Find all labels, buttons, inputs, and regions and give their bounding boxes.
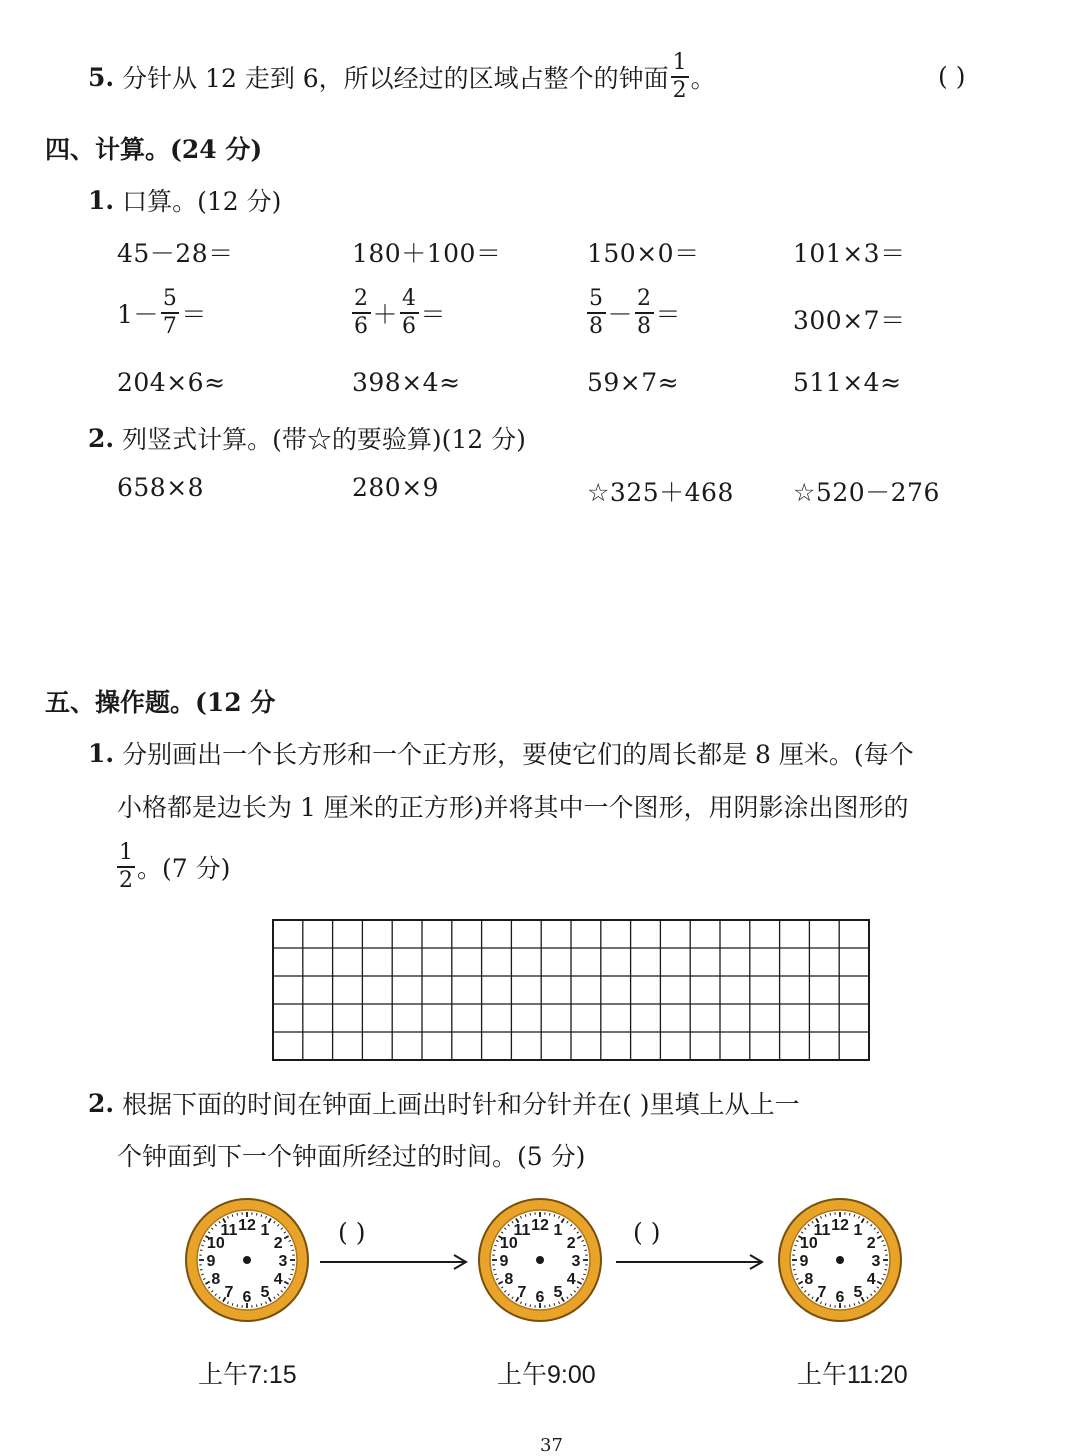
oral-calc-item: 101×3＝	[793, 234, 906, 270]
part-5-1-line1	[88, 735, 914, 771]
vertical-calc-item: ☆325＋468	[587, 473, 734, 509]
clock-number: 1	[854, 1222, 863, 1239]
oral-calc-item: 180＋100＝	[352, 234, 501, 270]
clock-tick	[530, 1213, 531, 1215]
clock-number: 10	[800, 1235, 818, 1252]
clock-number: 3	[872, 1253, 881, 1270]
oral-calc-item: 150×0＝	[587, 234, 700, 270]
clock-number: 10	[207, 1235, 225, 1252]
clock-tick	[493, 1250, 495, 1251]
part-5-2-line2: 个钟面到下一个钟面所经过的时间。(5 分)	[117, 1137, 585, 1173]
clock-number: 7	[225, 1284, 234, 1301]
part-5-2-line1	[88, 1085, 800, 1121]
oral-calc-item	[585, 288, 681, 338]
part-number: 2.	[88, 424, 114, 453]
clock-number: 1	[261, 1222, 270, 1239]
clock-number: 2	[274, 1235, 283, 1252]
part-text: 分别画出一个长方形和一个正方形，要使它们的周长都是 8 厘米。(每个	[122, 735, 914, 771]
oral-calc-item: 59×7≈	[587, 368, 679, 397]
clock-number: 7	[818, 1284, 827, 1301]
clock-face[interactable]	[182, 1198, 312, 1328]
question-text: 分针从 12 走到 6，所以经过的区域占整个的钟面	[122, 59, 669, 95]
elapsed-time-blank[interactable]: ( )	[633, 1218, 660, 1247]
fraction-denominator: 8	[589, 314, 604, 338]
clock-tick	[237, 1305, 238, 1307]
clock-tick	[585, 1250, 587, 1251]
clock-tick	[292, 1250, 294, 1251]
clock-tick	[849, 1213, 850, 1215]
part-4-2-title	[88, 420, 526, 456]
part-number: 1.	[88, 186, 114, 215]
oral-calc-item: 45－28＝	[117, 234, 234, 270]
clock-number: 8	[504, 1271, 513, 1288]
clock-tick	[292, 1269, 294, 1270]
fraction-numerator: 5	[587, 288, 606, 314]
clock-number: 3	[572, 1253, 581, 1270]
elapsed-time-blank[interactable]: ( )	[338, 1218, 365, 1247]
fraction-numerator: 1	[671, 52, 689, 78]
fraction	[635, 288, 654, 338]
clock-number: 11	[221, 1222, 238, 1239]
fraction-numerator: 2	[352, 288, 371, 314]
fraction-numerator: 5	[161, 288, 180, 314]
clock-number: 9	[500, 1253, 509, 1270]
fraction-numerator: 1	[117, 842, 135, 868]
clock-number: 9	[800, 1253, 809, 1270]
page-number: 37	[540, 1435, 563, 1456]
fraction	[161, 288, 180, 338]
fraction	[352, 288, 371, 338]
clock-number: 8	[804, 1271, 813, 1288]
section-5-title: 五、操作题。(12 分	[45, 683, 275, 719]
clock-face[interactable]	[775, 1198, 905, 1328]
clock-tick	[830, 1305, 831, 1307]
oral-calc-item: 398×4≈	[352, 368, 461, 397]
clock-tick	[549, 1213, 550, 1215]
fraction-numerator: 2	[635, 288, 654, 314]
fraction-denominator: 2	[673, 78, 687, 102]
clock-tick	[530, 1305, 531, 1307]
fraction-denominator: 6	[402, 314, 417, 338]
clock-number: 3	[279, 1253, 288, 1270]
clock-center-dot	[243, 1256, 251, 1264]
clock-number: 6	[536, 1289, 545, 1306]
clock-number: 7	[518, 1284, 527, 1301]
part-title: 口算。(12 分)	[122, 182, 281, 218]
fraction-denominator: 2	[119, 868, 133, 892]
clock-number: 6	[243, 1289, 252, 1306]
section-4-title: 四、计算。(24 分)	[45, 130, 262, 166]
clock-tick	[885, 1269, 887, 1270]
part-number: 1.	[88, 739, 114, 768]
clock-tick	[256, 1305, 257, 1307]
part-text: 。(7 分)	[137, 849, 230, 885]
drawing-grid[interactable]	[272, 919, 872, 1064]
oral-calc-item	[117, 288, 207, 338]
fraction-denominator: 8	[637, 314, 652, 338]
clock-number: 4	[867, 1271, 876, 1288]
oral-calc-item	[350, 288, 446, 338]
clock-number: 9	[207, 1253, 216, 1270]
clock-number: 5	[854, 1284, 863, 1301]
arrow-right-icon	[614, 1252, 766, 1272]
vertical-calc-item: ☆520－276	[793, 473, 940, 509]
clock-number: 1	[554, 1222, 563, 1239]
clock-tick	[830, 1213, 831, 1215]
clock-time-label: 上午7:15	[198, 1355, 297, 1391]
oral-calc-item: 511×4≈	[793, 368, 902, 397]
part-title: 列竖式计算。(带☆的要验算)(12 分)	[122, 420, 526, 456]
equals-sign: ＝	[421, 295, 447, 331]
part-4-1-title	[88, 182, 281, 218]
clock-number: 4	[567, 1271, 576, 1288]
clock-number: 11	[814, 1222, 831, 1239]
clock-tick	[237, 1213, 238, 1215]
clock-center-dot	[836, 1256, 844, 1264]
clock-tick	[200, 1269, 202, 1270]
fraction-denominator: 6	[354, 314, 369, 338]
fraction	[117, 842, 135, 892]
operator: ＋	[373, 295, 399, 331]
part-number: 2.	[88, 1089, 114, 1118]
part-5-1-line2: 小格都是边长为 1 厘米的正方形)并将其中一个图形，用阴影涂出图形的	[117, 788, 909, 824]
clock-time-label: 上午9:00	[497, 1355, 596, 1391]
clock-tick	[885, 1250, 887, 1251]
clock-tick	[849, 1305, 850, 1307]
clock-tick	[493, 1269, 495, 1270]
fraction-numerator: 4	[400, 288, 419, 314]
clock-tick	[585, 1269, 587, 1270]
question-text-end: 。	[691, 59, 716, 95]
clock-number: 2	[567, 1235, 576, 1252]
fraction	[671, 52, 689, 102]
clock-tick	[793, 1269, 795, 1270]
expr-prefix: 1－	[117, 295, 159, 331]
clock-number: 11	[514, 1222, 531, 1239]
clock-number: 12	[238, 1217, 256, 1234]
vertical-calc-item: 658×8	[117, 473, 204, 502]
question-number: 5.	[88, 63, 114, 92]
clock-tick	[256, 1213, 257, 1215]
clock-tick	[793, 1250, 795, 1251]
clock-tick	[549, 1305, 550, 1307]
clock-tick	[200, 1250, 202, 1251]
clock-number: 12	[531, 1217, 549, 1234]
clock-number: 5	[554, 1284, 563, 1301]
equals-sign: ＝	[656, 295, 682, 331]
fraction	[400, 288, 419, 338]
part-text: 根据下面的时间在钟面上画出时针和分针并在( )里填上从上一	[122, 1085, 799, 1121]
clock-number: 8	[211, 1271, 220, 1288]
answer-parentheses[interactable]: ( )	[938, 62, 965, 91]
operator: －	[608, 295, 634, 331]
clock-number: 4	[274, 1271, 283, 1288]
part-5-1-line3	[115, 842, 230, 892]
equals-sign: ＝	[181, 295, 207, 331]
question-5	[88, 52, 716, 102]
clock-number: 10	[500, 1235, 518, 1252]
vertical-calc-item: 280×9	[352, 473, 439, 502]
fraction-denominator: 7	[163, 314, 178, 338]
clock-number: 6	[836, 1289, 845, 1306]
clock-center-dot	[536, 1256, 544, 1264]
arrow-right-icon	[318, 1252, 470, 1272]
clock-number: 12	[831, 1217, 849, 1234]
clock-face[interactable]	[475, 1198, 605, 1328]
oral-calc-item: 204×6≈	[117, 368, 226, 397]
oral-calc-item: 300×7＝	[793, 301, 906, 337]
clock-time-label: 上午11:20	[797, 1355, 908, 1391]
fraction	[587, 288, 606, 338]
clock-number: 2	[867, 1235, 876, 1252]
clock-number: 5	[261, 1284, 270, 1301]
